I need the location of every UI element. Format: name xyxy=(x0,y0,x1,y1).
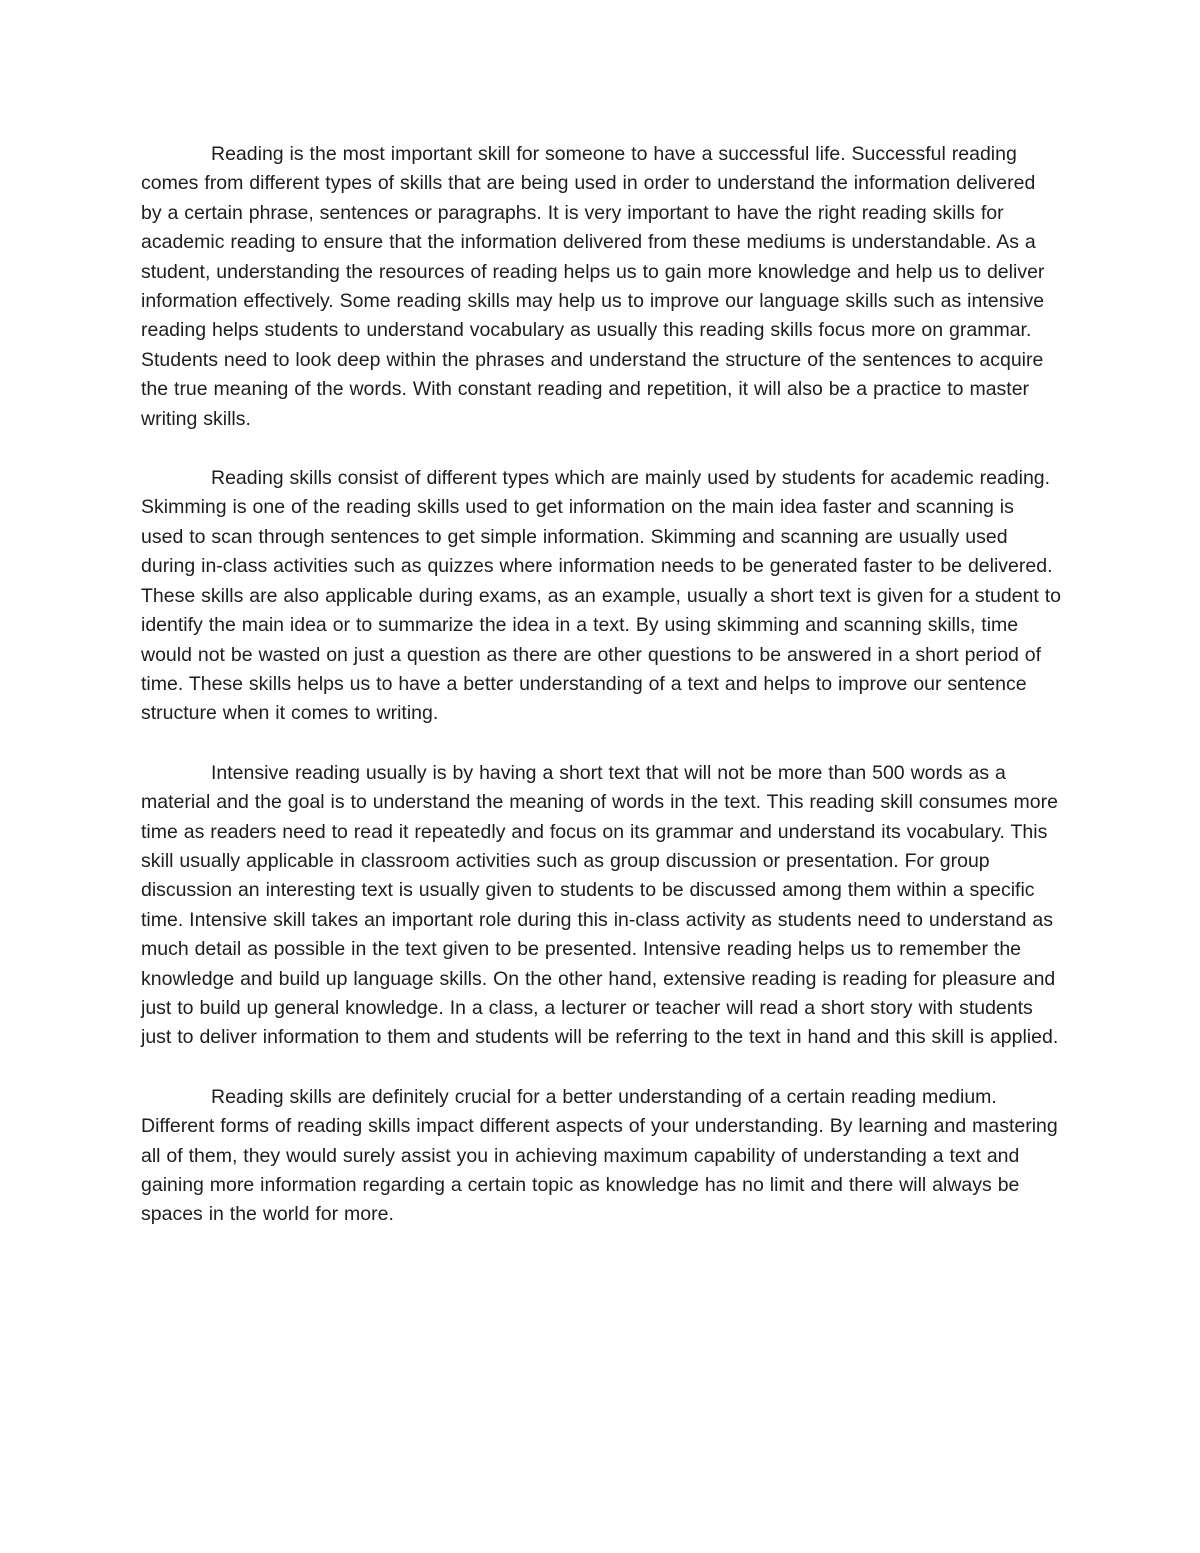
paragraph-4: Reading skills are definitely crucial for a better understanding of a certain reading medium. Different forms of reading skills impact different aspects of your understanding. By learning and mastering all of them, they would surely assist you in achieving maximum capability of understanding a text and gaining more information regarding a certain topic as knowledge has no limit and there will always be spaces in the world for more. xyxy=(141,1085,1058,1226)
paragraph-1: Reading is the most important skill for someone to have a successful life. Successful reading comes from different types of skills that are being used in order to understand the information delivered by a certain phrase, sentences or paragraphs. It is very important to have the right reading skills for academic reading to ensure that the information delivered from these mediums is understandable. As a student, understanding the resources of reading helps us to gain more knowledge and help us to deliver information effectively. Some reading skills may help us to improve our language skills such as intensive reading helps students to understand vocabulary as usually this reading skills focus more on grammar. Students need to look deep within the phrases and understand the structure of the sentences to acquire the true meaning of the words. With constant reading and repetition, it will also be a practice to master writing skills. xyxy=(141,143,1045,430)
document-body xyxy=(141,140,1061,1260)
paragraph-2: Reading skills consist of different types which are mainly used by students for academic reading. Skimming is one of the reading skills used to get information on the main idea faster and scanning is used to scan through sentences to get simple information. Skimming and scanning are usually used during in-class activities such as quizzes where information needs to be generated faster to be delivered. These skills are also applicable during exams, as an example, usually a short text is given for a student to identify the main idea or to summarize the idea in a text. By using skimming and scanning skills, time would not be wasted on just a question as there are other questions to be answered in a short period of time. These skills helps us to have a better understanding of a text and helps to improve our sentence structure when it comes to writing. xyxy=(141,467,1061,725)
paragraph-3: Intensive reading usually is by having a short text that will not be more than 500 words as a material and the goal is to understand the meaning of words in the text. This reading skill consumes more time as readers need to read it repeatedly and focus on its grammar and understand its vocabulary. This skill usually applicable in classroom activities such as group discussion or presentation. For group discussion an interesting text is usually given to students to be discussed among them within a specific time. Intensive skill takes an important role during this in-class activity as students need to understand as much detail as possible in the text given to be presented. Intensive reading helps us to remember the knowledge and build up language skills. On the other hand, extensive reading is reading for pleasure and just to build up general knowledge. In a class, a lecturer or teacher will read a short story with students just to deliver information to them and students will be referring to the text in hand and this skill is applied. xyxy=(141,761,1059,1049)
